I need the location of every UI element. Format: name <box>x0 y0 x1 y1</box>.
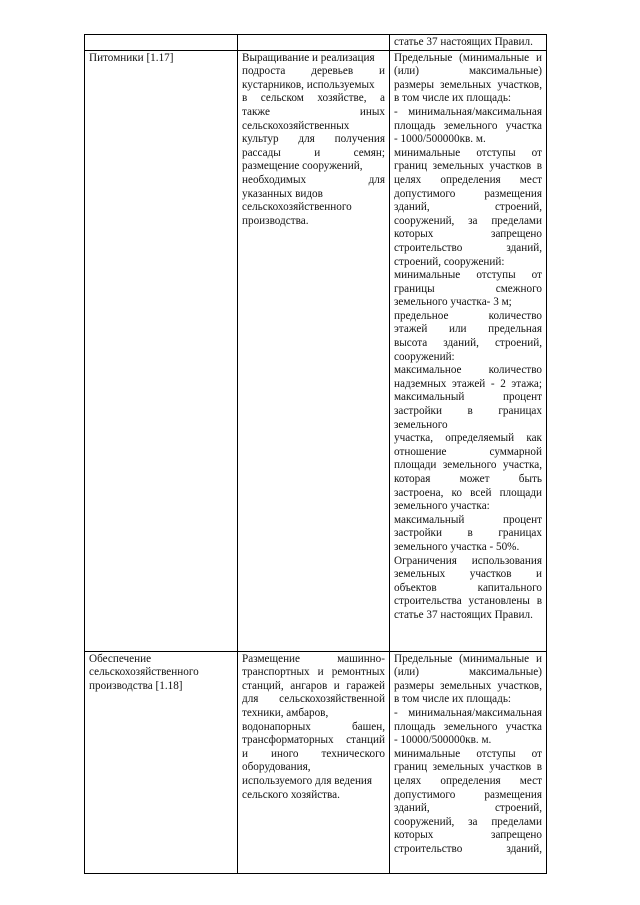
use-name-line: производства [1.18] <box>89 679 183 692</box>
params-line: в том числе их площадь: <box>394 693 512 706</box>
params-line: - минимальная/максимальная <box>394 105 542 118</box>
params-line: минимальные отступы от <box>394 269 542 282</box>
params-line: допустимого размещения <box>394 187 542 200</box>
description-line: производства. <box>242 214 309 227</box>
params-line: границы смежного <box>394 282 542 295</box>
description-line: используемого для ведения <box>242 774 373 787</box>
params-line: надземных этажей - 2 этажа; <box>394 377 542 390</box>
params-line: которых запрещено <box>394 228 542 241</box>
description-line: также иных <box>242 105 385 118</box>
params-line: земельного участка- 3 м; <box>394 296 512 309</box>
params-line: зданий, строений, <box>394 201 542 214</box>
params-line: высота зданий, строений, <box>394 337 542 350</box>
params-line: которых запрещено <box>394 829 542 842</box>
params-line: этажей или предельная <box>394 323 542 336</box>
params-line: которая может быть <box>394 473 542 485</box>
params-line: земельного <box>394 418 448 431</box>
description-line: кустарников, используемых <box>242 78 375 91</box>
params-line: зданий, строений, <box>394 802 542 815</box>
table-row-continuation <box>85 35 547 51</box>
use-name-cell <box>85 50 238 651</box>
params-line: - минимальная/максимальная <box>394 706 542 719</box>
use-name-line: Питомники [1.17] <box>89 51 174 64</box>
description-line: Размещение машинно- <box>242 652 385 665</box>
use-description-cell <box>238 50 390 651</box>
description-line: необходимых для <box>242 173 385 186</box>
land-use-table <box>84 34 547 874</box>
params-line: строительство зданий, <box>394 241 542 254</box>
description-line: транспортных и ремонтных <box>242 666 385 679</box>
params-line: застройки в границах <box>394 405 542 418</box>
params-line: строительство зданий, <box>394 842 542 855</box>
params-line: отношение суммарной <box>394 445 542 458</box>
description-line: водонапорных башен, <box>242 720 385 733</box>
params-line: максимальный процент <box>394 391 542 404</box>
params-line: сооружений, за пределами <box>394 815 542 828</box>
params-line: площадь земельного участка <box>394 720 542 733</box>
params-line: предельное количество <box>394 309 542 322</box>
params-line: сооружений: <box>394 350 455 363</box>
use-params-cell <box>390 50 547 651</box>
description-line: станций, ангаров и гаражей <box>242 679 385 692</box>
description-line: сельского хозяйства. <box>242 788 340 801</box>
params-line: участка, определяемый как <box>394 432 542 445</box>
description-line: для сельскохозяйственной <box>242 693 385 706</box>
params-line: площадь земельного участка <box>394 119 542 132</box>
cont-params-cell <box>390 35 547 51</box>
description-line: Выращивание и реализация <box>242 51 375 64</box>
params-line: земельного участка: <box>394 500 490 513</box>
params-line: площади земельного участка, <box>394 459 542 472</box>
params-line: границ земельных участков в <box>394 160 542 173</box>
description-line: сельскохозяйственного <box>242 201 352 214</box>
params-line: земельного участка - 50%. <box>394 540 520 553</box>
params-line: строительства установлены в <box>394 595 542 608</box>
params-line: границ земельных участков в <box>394 761 542 774</box>
params-line: застройки в границах <box>394 527 542 540</box>
description-line: сельскохозяйственных <box>242 119 350 132</box>
params-line: строений, сооружений: <box>394 255 505 268</box>
cont-description-cell <box>238 35 390 51</box>
cont-name-cell <box>85 35 238 51</box>
use-name-line: сельскохозяйственного <box>89 666 199 679</box>
description-line: культур для получения <box>242 133 385 146</box>
description-line: размещение сооружений, <box>242 160 363 173</box>
use-name-line: Обеспечение <box>89 652 152 665</box>
params-line: (или) максимальные) <box>394 65 542 78</box>
params-line: максимальный процент <box>394 513 542 526</box>
params-line: сооружений, за пределами <box>394 214 542 227</box>
params-line: (или) максимальные) <box>394 666 542 679</box>
params-line: минимальные отступы от <box>394 747 542 760</box>
params-line: - 1000/500000кв. м. <box>394 133 486 146</box>
params-line: статье 37 настоящих Правил. <box>394 608 533 621</box>
params-line: в том числе их площадь: <box>394 92 512 105</box>
description-line: подроста деревьев и <box>242 65 385 78</box>
description-line: трансформаторных станций <box>242 734 385 747</box>
params-line: целях определения мест <box>394 774 542 787</box>
params-line: размеры земельных участков, <box>394 679 542 692</box>
params-line: минимальные отступы от <box>394 146 542 159</box>
description-line: рассады и семян; <box>242 146 385 159</box>
params-line: статье 37 настоящих Правил. <box>394 36 533 48</box>
params-line: размеры земельных участков, <box>394 78 542 91</box>
params-line: - 10000/500000кв. м. <box>394 734 492 747</box>
params-line: застроена, ко всей площади <box>394 486 542 499</box>
use-name-cell <box>85 651 238 873</box>
table-row-nurseries <box>85 50 547 651</box>
params-line: Предельные (минимальные и <box>394 51 542 64</box>
params-line: максимальное количество <box>394 364 542 377</box>
params-line: целях определения мест <box>394 173 542 186</box>
table-row-agri-support <box>85 651 547 873</box>
use-params-cell <box>390 651 547 873</box>
description-line: указанных видов <box>242 187 323 200</box>
params-line: объектов капитального <box>394 581 542 594</box>
params-line: земельных участков и <box>394 568 542 581</box>
params-line: Ограничения использования <box>394 554 542 567</box>
params-line: допустимого размещения <box>394 788 542 801</box>
description-line: в сельском хозяйстве, а <box>242 92 385 105</box>
description-line: оборудования, <box>242 761 311 774</box>
description-line: и иного технического <box>242 747 385 760</box>
params-line: Предельные (минимальные и <box>394 652 542 665</box>
description-line: техники, амбаров, <box>242 706 329 719</box>
use-description-cell <box>238 651 390 873</box>
